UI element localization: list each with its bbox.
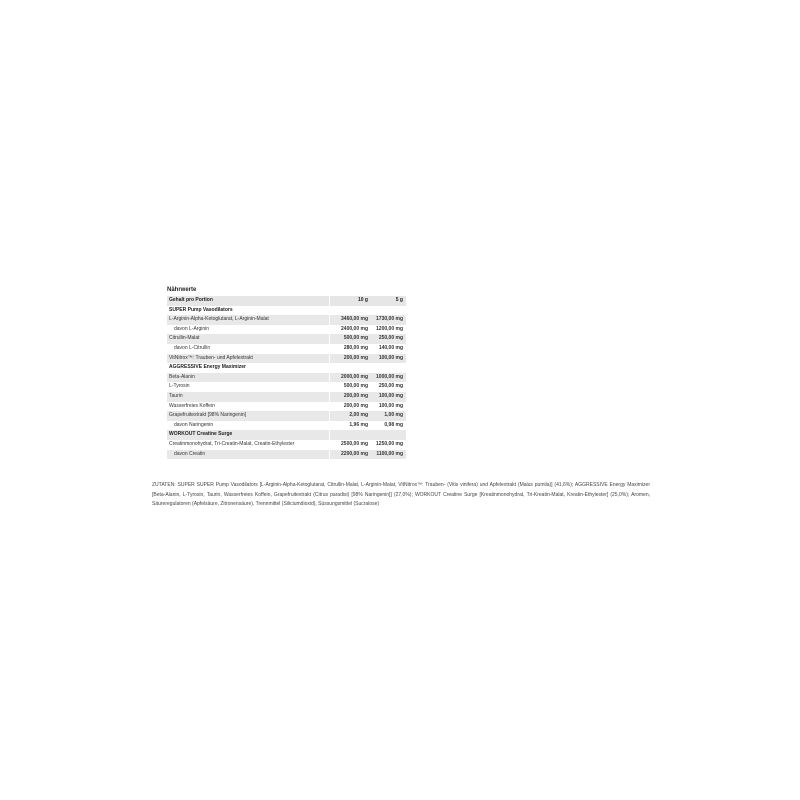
- row-value-10g: [330, 363, 371, 373]
- row-value-5g: 1730,00 mg: [371, 315, 406, 325]
- table-row: [167, 411, 406, 421]
- row-value-5g: 1000,00 mg: [371, 373, 406, 383]
- row-name: L-Tyrosin: [167, 382, 330, 392]
- row-value-5g: 140,00 mg: [378, 344, 403, 351]
- row-name: Taurin: [167, 392, 330, 402]
- row-name: WORKOUT Creatine Surge: [167, 430, 330, 440]
- table-row: [167, 421, 406, 431]
- table-row: [167, 373, 406, 383]
- table-row: [167, 402, 406, 412]
- header-name: Gehalt pro Portion: [167, 296, 330, 306]
- table-row: [167, 315, 406, 325]
- table-header-row: [167, 296, 406, 306]
- row-value-5g: 1250,00 mg: [376, 440, 403, 447]
- row-value-5g: [371, 306, 406, 316]
- row-value-10g: 2000,00 mg: [330, 373, 371, 383]
- row-value-10g: 200,00 mg: [330, 354, 371, 364]
- row-value-10g: 500,00 mg: [343, 383, 368, 390]
- row-value-5g: 1100,00 mg: [371, 450, 406, 460]
- row-value-5g: 100,00 mg: [371, 392, 406, 402]
- header-10g: 10 g: [330, 296, 371, 306]
- table-row: [167, 334, 406, 344]
- row-name: L-Arginin-Alpha-Ketoglutarat, L-Arginin-Malat: [167, 315, 330, 325]
- row-value-10g: 1,96 mg: [349, 421, 368, 428]
- row-value-10g: 2400,00 mg: [341, 325, 368, 332]
- row-value-10g: 280,00 mg: [343, 344, 368, 351]
- row-name: Citrullin-Malat: [167, 334, 330, 344]
- row-value-10g: 500,00 mg: [330, 334, 371, 344]
- header-5g: 5 g: [371, 296, 406, 306]
- row-value-10g: [330, 430, 371, 440]
- row-value-5g: 100,00 mg: [378, 402, 403, 409]
- row-value-5g: [371, 363, 406, 373]
- row-value-10g: 2500,00 mg: [341, 440, 368, 447]
- row-name: Wasserfreies Koffein: [167, 402, 330, 412]
- row-value-10g: 3460,00 mg: [330, 315, 371, 325]
- row-name: Beta-Alanin: [167, 373, 330, 383]
- row-name: davon Naringenin: [167, 421, 330, 431]
- row-name: Grapefruitextrakt [98% Naringenin]: [167, 411, 330, 421]
- section-row: [167, 306, 406, 316]
- row-value-5g: 100,00 mg: [371, 354, 406, 364]
- row-name: davon L-Arginin: [167, 325, 330, 335]
- ingredients-text: ZUTATEN: SUPER SUPER Pump Vasodilators [L-Arginin-Alpha-Ketoglutarat, Citrullin-Malat, L-Arginin-Malat, VitNitrox™: Trauben- (Vitis vinifera) und Apfelextrakt (Malus pumila)] (41,6%); AGGRESSIVE Energy Maximizer [Beta-Alanin, L-Tyrosin, Taurin, Wasserfreies Koffein, Grapefruitextrakt (Citrus paradisi) [98% Naringenin]] (27,0%); WORKOUT Creatine Surge [Kreatinmonohydrat, Tri-Kreatin-Malat, Kreatin-Ethylester] (25,0%); Aromen, Säureregulatoren (Apfelsäure, Zitronensäure), Trennmittel (Siliciumdioxid), Süssungsmittel (Sucralose): [152, 482, 650, 507]
- row-value-5g: [371, 430, 406, 440]
- nutrition-panel: [167, 284, 403, 459]
- table-row: [167, 450, 406, 460]
- nutrition-table: [167, 296, 406, 459]
- row-value-10g: 200,00 mg: [343, 402, 368, 409]
- row-name: davon Creatin: [167, 450, 330, 460]
- row-name: davon L-Citrullin: [167, 344, 330, 354]
- row-value-10g: 200,00 mg: [330, 392, 371, 402]
- section-row: [167, 363, 406, 373]
- row-value-10g: 2,00 mg: [330, 411, 371, 421]
- row-value-5g: 1200,00 mg: [376, 325, 403, 332]
- table-row: [167, 325, 406, 335]
- row-value-10g: [330, 306, 371, 316]
- row-value-5g: 0,98 mg: [384, 421, 403, 428]
- table-row: [167, 440, 406, 450]
- table-row: [167, 344, 406, 354]
- section-row: [167, 430, 406, 440]
- row-name: SUPER Pump Vasodilators: [167, 306, 330, 316]
- row-value-10g: 2200,00 mg: [330, 450, 371, 460]
- table-row: [167, 392, 406, 402]
- row-value-5g: 1,00 mg: [371, 411, 406, 421]
- row-name: AGGRESSIVE Energy Maximizer: [167, 363, 330, 373]
- nutrition-heading: Nährwerte: [167, 287, 197, 293]
- row-name: Creatinmonohydrat, Tri-Creatin-Malat, Creatin-Ethylester: [167, 440, 330, 450]
- row-value-5g: 250,00 mg: [378, 383, 403, 390]
- row-name: VitNitrox™: Trauben- und Apfelextrakt: [167, 354, 330, 364]
- table-row: [167, 354, 406, 364]
- table-row: [167, 382, 406, 392]
- row-value-5g: 250,00 mg: [371, 334, 406, 344]
